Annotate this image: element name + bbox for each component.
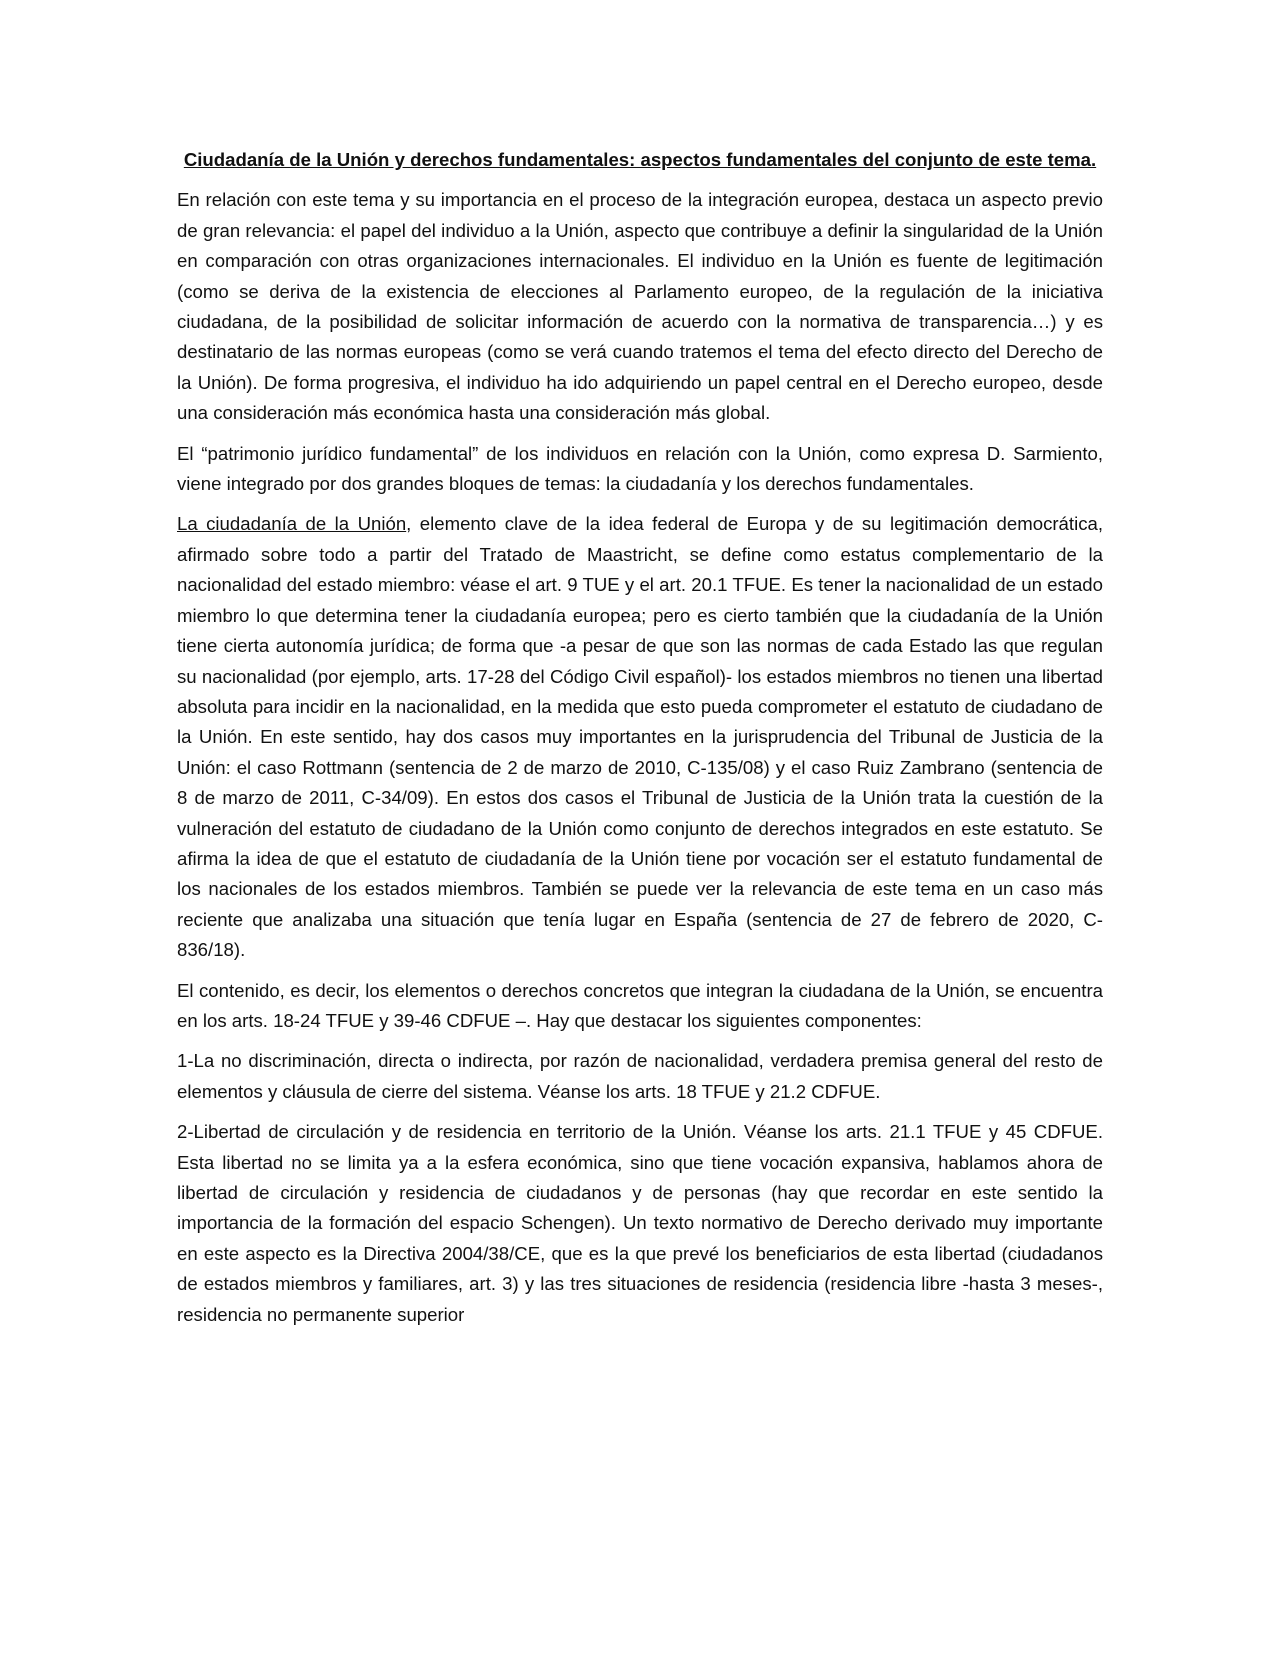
document-body (177, 145, 1103, 1340)
underlined-term: La ciudadanía de la Unión (177, 513, 407, 535)
paragraph-patrimonio: El “patrimonio jurídico fundamental” de los individuos en relación con la Unión, como expresa D. Sarmiento, viene integrado por dos grandes bloques de temas: la ciudadanía y los derechos fundamentales. (177, 442, 1103, 495)
paragraph-no-discriminacion: 1-La no discriminación, directa o indirecta, por razón de nacionalidad, verdadera premisa general del resto de elementos y cláusula de cierre del sistema. Véanse los arts. 18 TFUE y 21.2 CDFUE. (177, 1050, 1103, 1102)
paragraph-libertad-circulacion: 2-Libertad de circulación y de residencia en territorio de la Unión. Véanse los arts. 21.1 TFUE y 45 CDFUE. Esta libertad no se limita ya a la esfera económica, sino que tiene vocación expansiva, hablamos ahora de libertad de circulación y residencia de ciudadanos y de personas (hay que recordar en este sentido la importancia de la formación del espacio Schengen). Un texto normativo de Derecho derivado muy importante en este aspecto es la Directiva 2004/38/CE, que es la que prevé los beneficiarios de esta libertad (ciudadanos de estados miembros y familiares, art. 3) y las tres situaciones de residencia (residencia libre -hasta 3 meses-, residencia no permanente superior (177, 1121, 1103, 1325)
paragraph-intro: En relación con este tema y su importancia en el proceso de la integración europea, destaca un aspecto previo de gran relevancia: el papel del individuo a la Unión, aspecto que contribuye a definir la singularidad de la Unión en comparación con otras organizaciones internacionales. El individuo en la Unión es fuente de legitimación (como se deriva de la existencia de elecciones al Parlamento europeo, de la regulación de la iniciativa ciudadana, de la posibilidad de solicitar información de acuerdo con la normativa de transparencia…) y es destinatario de las normas europeas (como se verá cuando tratemos el tema del efecto directo del Derecho de la Unión). De forma progresiva, el individuo ha ido adquiriendo un papel central en el Derecho europeo, desde una consideración más económica hasta una consideración más global. (177, 189, 1103, 424)
paragraph-ciudadania (177, 509, 1103, 965)
paragraph-contenido: El contenido, es decir, los elementos o derechos concretos que integran la ciudadana de la Unión, se encuentra en los arts. 18-24 TFUE y 39-46 CDFUE –. Hay que destacar los siguientes componentes: (177, 979, 1103, 1031)
paragraph-ciudadania-text: , elemento clave de la idea federal de Europa y de su legitimación democrática, afirmado sobre todo a partir del Tratado de Maastricht, se define como estatus complementario de la nacionalidad del estado miembro: véase el art. 9 TUE y el art. 20.1 TFUE. Es tener la nacionalidad de un estado miembro lo que determina tener la ciudadanía europea; pero es cierto también que la ciudadanía de la Unión tiene cierta autonomía jurídica; de forma que -a pesar de que son las normas de cada Estado las que regulan su nacionalidad (por ejemplo, arts. 17-28 del Código Civil español)- los estados miembros no tienen una libertad absoluta para incidir en la nacionalidad, en la medida que esto pueda comprometer el estatuto de ciudadano de la Unión. En este sentido, hay dos casos muy importantes en la jurisprudencia del Tribunal de Justicia de la Unión: el caso Rottmann (sentencia de 2 de marzo de 2010, C-135/08) y el caso Ruiz Zambrano (sentencia de 8 de marzo de 2011, C-34/09). En estos dos casos el Tribunal de Justicia de la Unión trata la cuestión de la vulneración del estatuto de ciudadano de la Unión como conjunto de derechos integrados en este estatuto. Se afirma la idea de que el estatuto de ciudadanía de la Unión tiene por vocación ser el estatuto fundamental de los nacionales de los estados miembros. También se puede ver la relevancia de este tema en un caso más reciente que analizaba una situación que tenía lugar en España (sentencia de 27 de febrero de 2020, C-836/18). (177, 513, 1104, 961)
document-title: Ciudadanía de la Unión y derechos fundamentales: aspectos fundamentales del conjunto de este tema. (183, 149, 1097, 170)
